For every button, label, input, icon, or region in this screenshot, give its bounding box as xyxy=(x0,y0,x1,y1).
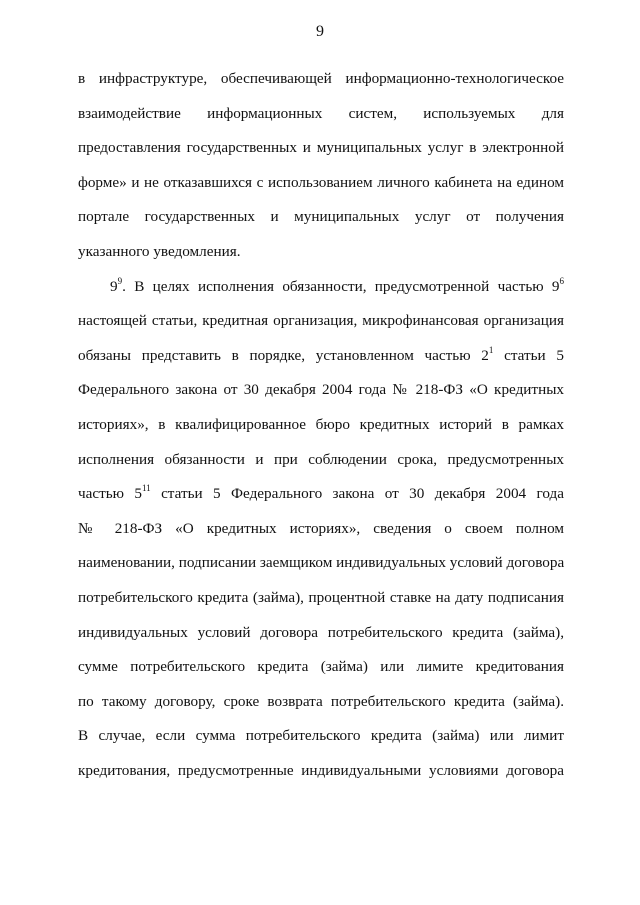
text-line: в инфраструктуре, обеспечивающей информационно-технологическое xyxy=(78,70,564,87)
text-line: предоставления государственных и муниципальных услуг в электронной xyxy=(78,139,564,157)
text-line: потребительского кредита (займа), процентной ставке на дату подписания xyxy=(78,588,564,606)
text-line: указанного уведомления. xyxy=(78,242,241,260)
text-line: по такому договору, сроке возврата потребительского кредита (займа). xyxy=(78,692,564,710)
superscript: 9 xyxy=(117,275,123,286)
text-line: частью $5^{11}$ статьи 5 Федерального закона от 30 декабря 2004 года xyxy=(78,483,565,503)
text-line: форме» и не отказавшихся с использованием личного кабинета на едином xyxy=(78,173,564,191)
text-line: В случае, если сумма потребительского кредита (займа) или лимит xyxy=(78,727,564,745)
paragraph-1 xyxy=(78,62,564,270)
text-line: Федерального закона от 30 декабря 2004 года № 218-ФЗ «О кредитных xyxy=(78,381,564,399)
text-line: взаимодействие информационных систем, используемых для xyxy=(78,104,564,122)
superscript: 1 xyxy=(488,344,494,355)
text-line: № 218-ФЗ «О кредитных историях», сведения о своем полном xyxy=(78,519,564,537)
text-line: $9^9$. В целях исполнения обязанности, предусмотренной частью $9^6$ xyxy=(110,275,564,295)
text-line: портале государственных и муниципальных услуг от получения xyxy=(78,208,564,226)
text-line: кредитования, предусмотренные индивидуальными условиями договора xyxy=(78,761,564,779)
superscript: 11 xyxy=(142,483,151,494)
text-line: исполнения обязанности и при соблюдении срока, предусмотренных xyxy=(78,450,564,468)
superscript: 6 xyxy=(559,275,564,286)
text-line: историях», в квалифицированное бюро кредитных историй в рамках xyxy=(78,415,564,433)
page-number: 9 xyxy=(316,23,324,40)
document-body xyxy=(78,62,564,788)
paragraph-2 xyxy=(78,270,564,789)
text-line: настоящей статьи, кредитная организация, микрофинансовая организация xyxy=(78,312,564,330)
text-line: наименовании, подписании заемщиком индивидуальных условий договора xyxy=(78,554,565,572)
text-line: сумме потребительского кредита (займа) или лимите кредитования xyxy=(78,658,564,676)
text-line: обязаны представить в порядке, установленном частью $2^1$ статьи 5 xyxy=(78,344,564,364)
text-line: индивидуальных условий договора потребительского кредита (займа), xyxy=(78,623,564,641)
